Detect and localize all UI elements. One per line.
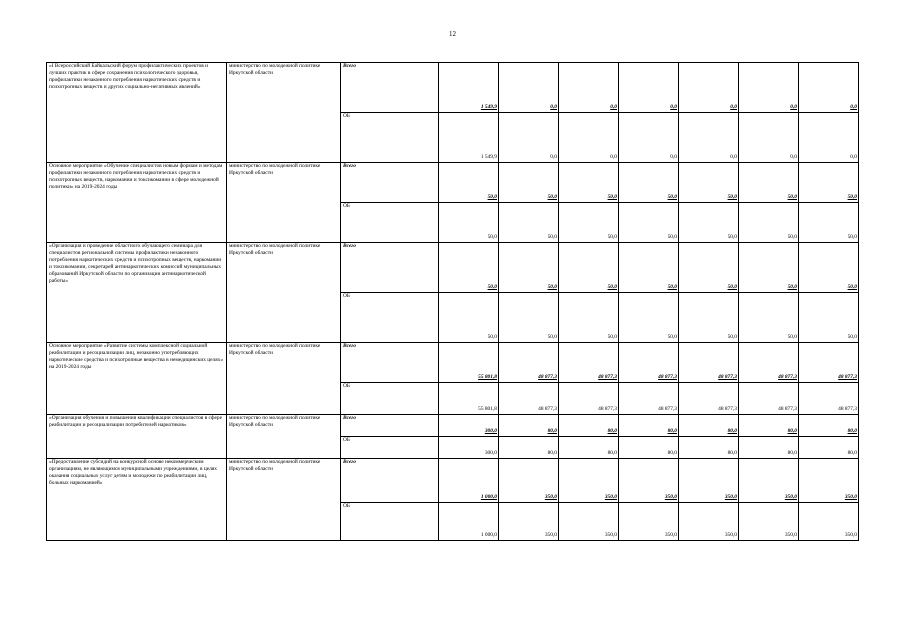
total-amount-cell: 80,0 xyxy=(799,415,859,437)
total-amount-cell: 55 801,8 xyxy=(439,343,499,383)
ob-amount-cell: 50,0 xyxy=(679,293,739,343)
total-amount-cell: 48 877,3 xyxy=(499,343,559,383)
total-amount-cell: 50,0 xyxy=(559,243,619,293)
ob-amount-cell: 0,0 xyxy=(679,113,739,163)
event-name-cell: «Организация и проведение областного обучающего семинара для специалистов региональной системы профилактики незаконного потребления наркотических средств и психотропных веществ, наркомании и токсикомании, секретарей антинаркотических комиссий муниципальных образований Иркутской области по организации антинаркотической работы» xyxy=(47,243,227,343)
ob-amount-cell: 50,0 xyxy=(439,203,499,243)
ob-amount-cell: 50,0 xyxy=(559,293,619,343)
ob-amount-cell: 350,0 xyxy=(679,503,739,541)
total-amount-cell: 48 877,3 xyxy=(679,343,739,383)
total-amount-cell: 48 877,3 xyxy=(799,343,859,383)
ob-amount-cell: 50,0 xyxy=(739,293,799,343)
funding-source-total-label: Всего xyxy=(341,243,439,293)
total-amount-cell: 50,0 xyxy=(739,243,799,293)
executor-cell: министерство по молодежной политике Иркутской области xyxy=(227,343,341,415)
total-amount-cell: 48 877,3 xyxy=(619,343,679,383)
total-amount-cell: 0,0 xyxy=(559,63,619,113)
ob-amount-cell: 0,0 xyxy=(799,113,859,163)
total-amount-cell: 0,0 xyxy=(499,63,559,113)
ob-amount-cell: 80,0 xyxy=(619,437,679,459)
total-amount-cell: 50,0 xyxy=(439,163,499,203)
ob-amount-cell: 50,0 xyxy=(799,203,859,243)
total-amount-cell: 50,0 xyxy=(679,163,739,203)
total-amount-cell: 0,0 xyxy=(739,63,799,113)
total-amount-cell: 300,0 xyxy=(439,415,499,437)
ob-amount-cell: 50,0 xyxy=(739,203,799,243)
funding-source-ob-label: ОБ xyxy=(341,503,439,541)
ob-amount-cell: 350,0 xyxy=(799,503,859,541)
total-amount-cell: 0,0 xyxy=(799,63,859,113)
ob-amount-cell: 350,0 xyxy=(619,503,679,541)
total-amount-cell: 50,0 xyxy=(799,243,859,293)
ob-amount-cell: 50,0 xyxy=(559,203,619,243)
ob-amount-cell: 80,0 xyxy=(499,437,559,459)
table-row xyxy=(47,63,859,113)
total-amount-cell: 50,0 xyxy=(619,163,679,203)
event-name-cell: «Организация обучения и повышения квалификации специалистов в сфере реабилитации и ресоциализации потребителей наркотиков» xyxy=(47,415,227,459)
funding-source-ob-label: ОБ xyxy=(341,437,439,459)
funding-source-ob-label: ОБ xyxy=(341,383,439,415)
table-row xyxy=(47,163,859,203)
ob-amount-cell: 80,0 xyxy=(679,437,739,459)
total-amount-cell: 350,0 xyxy=(679,459,739,503)
total-amount-cell: 80,0 xyxy=(559,415,619,437)
executor-cell: министерство по молодежной политике Иркутской области xyxy=(227,459,341,541)
total-amount-cell: 48 877,3 xyxy=(739,343,799,383)
budget-table xyxy=(46,62,859,541)
ob-amount-cell: 48 877,3 xyxy=(619,383,679,415)
funding-source-ob-label: ОБ xyxy=(341,113,439,163)
event-name-cell: «Предоставление субсидий на конкурсной основе некоммерческим организациям, не являющимся муниципальными учреждениями, в целях оказания социальных услуг детям и молодежи по реабилитации лиц, больных наркоманией» xyxy=(47,459,227,541)
executor-cell: министерство по молодежной политике Иркутской области xyxy=(227,415,341,459)
ob-amount-cell: 50,0 xyxy=(679,203,739,243)
ob-amount-cell: 50,0 xyxy=(499,203,559,243)
funding-source-total-label: Всего xyxy=(341,415,439,437)
ob-amount-cell: 80,0 xyxy=(739,437,799,459)
ob-amount-cell: 1 000,0 xyxy=(439,503,499,541)
executor-cell: министерство по молодежной политике Иркутской области xyxy=(227,63,341,163)
total-amount-cell: 50,0 xyxy=(739,163,799,203)
ob-amount-cell: 48 877,3 xyxy=(799,383,859,415)
total-amount-cell: 0,0 xyxy=(619,63,679,113)
ob-amount-cell: 48 877,3 xyxy=(559,383,619,415)
ob-amount-cell: 50,0 xyxy=(799,293,859,343)
ob-amount-cell: 350,0 xyxy=(739,503,799,541)
total-amount-cell: 80,0 xyxy=(739,415,799,437)
ob-amount-cell: 350,0 xyxy=(499,503,559,541)
total-amount-cell: 50,0 xyxy=(499,243,559,293)
table-row xyxy=(47,459,859,503)
event-name-cell: Основное мероприятие «Обучение специалистов новым формам и методам профилактики незаконного потребления наркотических средств и психотропных веществ, наркомании и токсикомании в сфере молодежной политики» на 2019-2024 годы xyxy=(47,163,227,243)
ob-amount-cell: 0,0 xyxy=(739,113,799,163)
total-amount-cell: 50,0 xyxy=(439,243,499,293)
total-amount-cell: 350,0 xyxy=(619,459,679,503)
ob-amount-cell: 0,0 xyxy=(559,113,619,163)
ob-amount-cell: 50,0 xyxy=(499,293,559,343)
total-amount-cell: 48 877,3 xyxy=(559,343,619,383)
funding-source-total-label: Всего xyxy=(341,459,439,503)
funding-source-ob-label: ОБ xyxy=(341,203,439,243)
ob-amount-cell: 50,0 xyxy=(619,203,679,243)
total-amount-cell: 0,0 xyxy=(679,63,739,113)
executor-cell: министерство по молодежной политике Иркутской области xyxy=(227,243,341,343)
total-amount-cell: 50,0 xyxy=(499,163,559,203)
ob-amount-cell: 80,0 xyxy=(799,437,859,459)
ob-amount-cell: 0,0 xyxy=(499,113,559,163)
ob-amount-cell: 48 877,3 xyxy=(739,383,799,415)
table-row xyxy=(47,415,859,437)
funding-source-total-label: Всего xyxy=(341,63,439,113)
total-amount-cell: 350,0 xyxy=(559,459,619,503)
funding-source-total-label: Всего xyxy=(341,163,439,203)
total-amount-cell: 1 549,9 xyxy=(439,63,499,113)
ob-amount-cell: 50,0 xyxy=(439,293,499,343)
funding-source-total-label: Всего xyxy=(341,343,439,383)
ob-amount-cell: 48 877,3 xyxy=(679,383,739,415)
funding-source-ob-label: ОБ xyxy=(341,293,439,343)
total-amount-cell: 350,0 xyxy=(499,459,559,503)
ob-amount-cell: 1 549,9 xyxy=(439,113,499,163)
table-row xyxy=(47,343,859,383)
total-amount-cell: 50,0 xyxy=(559,163,619,203)
ob-amount-cell: 350,0 xyxy=(559,503,619,541)
ob-amount-cell: 80,0 xyxy=(559,437,619,459)
ob-amount-cell: 50,0 xyxy=(619,293,679,343)
total-amount-cell: 1 000,0 xyxy=(439,459,499,503)
total-amount-cell: 80,0 xyxy=(619,415,679,437)
ob-amount-cell: 300,0 xyxy=(439,437,499,459)
ob-amount-cell: 0,0 xyxy=(619,113,679,163)
ob-amount-cell: 55 801,8 xyxy=(439,383,499,415)
total-amount-cell: 50,0 xyxy=(619,243,679,293)
total-amount-cell: 80,0 xyxy=(679,415,739,437)
total-amount-cell: 80,0 xyxy=(499,415,559,437)
total-amount-cell: 50,0 xyxy=(799,163,859,203)
total-amount-cell: 50,0 xyxy=(679,243,739,293)
table-row xyxy=(47,243,859,293)
page-number: 12 xyxy=(449,30,456,38)
event-name-cell: Основное мероприятие «Развитие системы комплексной социальной реабилитации и ресоциализации лиц, незаконно употребляющих наркотические средства и психотропные вещества в немедицинских целях» на 2019-2024 годы xyxy=(47,343,227,415)
total-amount-cell: 350,0 xyxy=(799,459,859,503)
executor-cell: министерство по молодежной политике Иркутской области xyxy=(227,163,341,243)
event-name-cell: «I Всероссийский Байкальский форум профилактических проектов и лучших практик в сфере сохранения психологического здоровья, профилактики незаконного потребления наркотических средств и психотропных веществ и других социально-негативных явлений» xyxy=(47,63,227,163)
table-body xyxy=(47,63,859,541)
total-amount-cell: 350,0 xyxy=(739,459,799,503)
ob-amount-cell: 48 877,3 xyxy=(499,383,559,415)
